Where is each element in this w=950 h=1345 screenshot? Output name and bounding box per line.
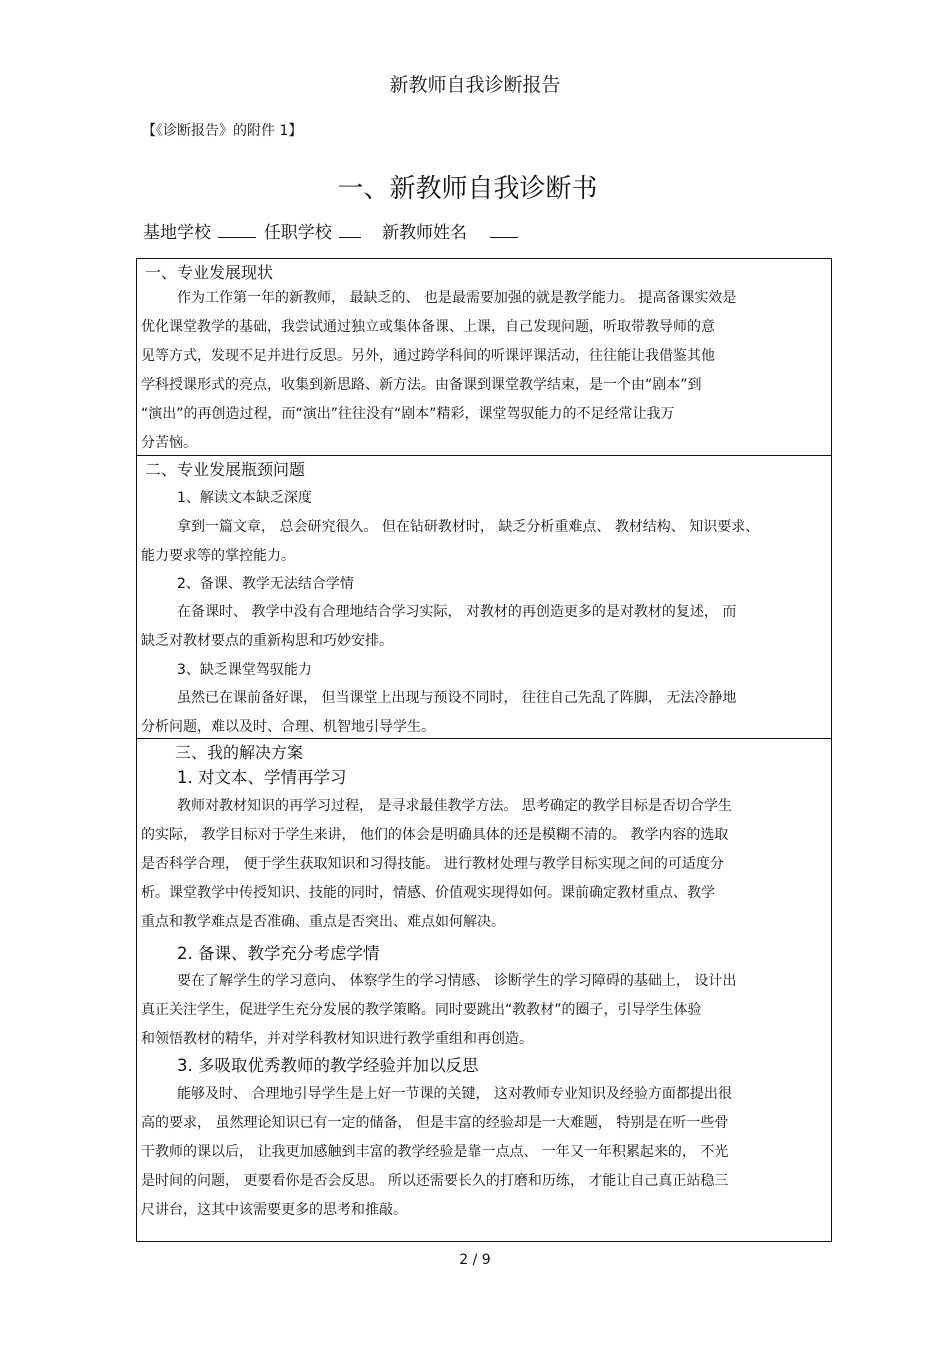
section2-heading: 二、专业发展瓶颈问题: [145, 460, 306, 479]
section3-line: 高的要求， 虽然理论知识已有一定的储备， 但是丰富的经验却是一大难题， 特别是在听一些骨: [141, 1115, 729, 1131]
section2-line: 缺乏对教材要点的重新构思和巧妙安排。: [141, 633, 393, 649]
section1-heading: 一、专业发展现状: [145, 263, 274, 282]
section3-line: 尺讲台，这其中该需要更多的思考和推敲。: [141, 1202, 407, 1218]
section3-line: 是否科学合理， 便于学生获取知识和习得技能。 进行教材处理与教学目标实现之间的可适度分: [141, 856, 724, 872]
section3-line: 真正关注学生，促进学生充分发展的教学策略。同时要跳出“教教材”的圈子，引导学生体验: [141, 1002, 702, 1018]
annex-label: 【《诊断报告》的附件 1】: [142, 123, 303, 139]
section3-line: 是时间的问题， 更要看你是否会反思。 所以还需要长久的打磨和历练， 才能让自己真正站稳三: [141, 1173, 729, 1189]
section2-line: 分析问题，难以及时、合理、机智地引导学生。: [141, 719, 435, 735]
section3-line: 重点和教学难点是否准确、重点是否突出、难点如何解决。: [141, 914, 505, 930]
section3-heading: 三、我的解决方案: [175, 743, 304, 762]
document-header-title: 新教师自我诊断报告: [389, 74, 561, 96]
work-school-blank: [339, 236, 361, 238]
teacher-name-label: 新教师姓名: [382, 223, 468, 243]
section1-line: “演出”的再创造过程，而“演出”往往没有“剧本”精彩，课堂驾驭能力的不足经常让我万: [141, 406, 675, 422]
base-school-blank: [218, 236, 256, 238]
section3-line: 要在了解学生的学习意向、 体察学生的学习情感、 诊断学生的学习障碍的基础上， 设计出: [177, 973, 737, 989]
base-school-label: 基地学校: [143, 223, 211, 243]
section3-subheading: 3. 多吸取优秀教师的教学经验并加以反思: [177, 1056, 479, 1075]
section2-line: 在备课时、 教学中没有合理地结合学习实际， 对教材的再创造更多的是对教材的复述， 而: [177, 604, 737, 620]
section1-line: 学科授课形式的亮点，收集到新思路、新方法。由备课到课堂教学结束，是一个由“剧本”到: [141, 377, 702, 393]
work-school-label: 任职学校: [263, 223, 332, 243]
diagnosis-table: [136, 258, 832, 1242]
teacher-name-blank: [490, 236, 518, 238]
section2-subheading: 3、缺乏课堂驾驭能力: [177, 662, 312, 678]
section2-subheading: 2、备课、教学无法结合学情: [177, 576, 354, 592]
section2-line: 能力要求等的掌控能力。: [141, 548, 295, 564]
section3-line: 析。课堂教学中传授知识、技能的同时，情感、价值观实现得如何。课前确定教材重点、教学: [141, 885, 715, 901]
section1-line: 优化课堂教学的基础，我尝试通过独立或集体备课、上课，自己发现问题，听取带教导师的意: [141, 319, 715, 335]
section3-line: 的实际， 教学目标对于学生来讲， 他们的体会是明确具体的还是模糊不清的。 教学内容的选取: [141, 827, 729, 843]
section-divider: [137, 738, 831, 739]
section3-subheading: 2. 备课、教学充分考虑学情: [177, 944, 380, 963]
section1-line: 作为工作第一年的新教师， 最缺乏的、 也是最需要加强的就是教学能力。 提高备课实效是: [177, 290, 737, 306]
page-number: 2 / 9: [459, 1252, 491, 1268]
section2-line: 虽然已在课前备好课， 但当课堂上出现与预设不同时， 往往自己先乱了阵脚， 无法冷静地: [177, 690, 737, 706]
section-divider: [137, 455, 831, 456]
section1-line: 分苦恼。: [141, 435, 197, 451]
section3-line: 能够及时、 合理地引导学生是上好一节课的关键， 这对教师专业知识及经验方面都提出很: [177, 1086, 732, 1102]
section2-subheading: 1、解读文本缺乏深度: [177, 490, 312, 506]
section3-line: 和领悟教材的精华，并对学科教材知识进行教学重组和再创造。: [141, 1031, 533, 1047]
section2-line: 拿到一篇文章， 总会研究很久。 但在钻研教材时， 缺乏分析重难点、 教材结构、 知识要求、: [177, 519, 760, 535]
section3-subheading: 1. 对文本、学情再学习: [177, 768, 347, 787]
section1-line: 见等方式，发现不足并进行反思。另外，通过跨学科间的听课评课活动，往往能让我借鉴其他: [141, 348, 715, 364]
info-fields-row: [143, 218, 520, 243]
section3-line: 干教师的课以后， 让我更加感触到丰富的教学经验是靠一点点、 一年又一年积累起来的， 不光: [141, 1144, 729, 1160]
main-title: 一、新教师自我诊断书: [337, 174, 598, 204]
section3-line: 教师对教材知识的再学习过程， 是寻求最佳教学方法。 思考确定的教学目标是否切合学生: [177, 798, 732, 814]
